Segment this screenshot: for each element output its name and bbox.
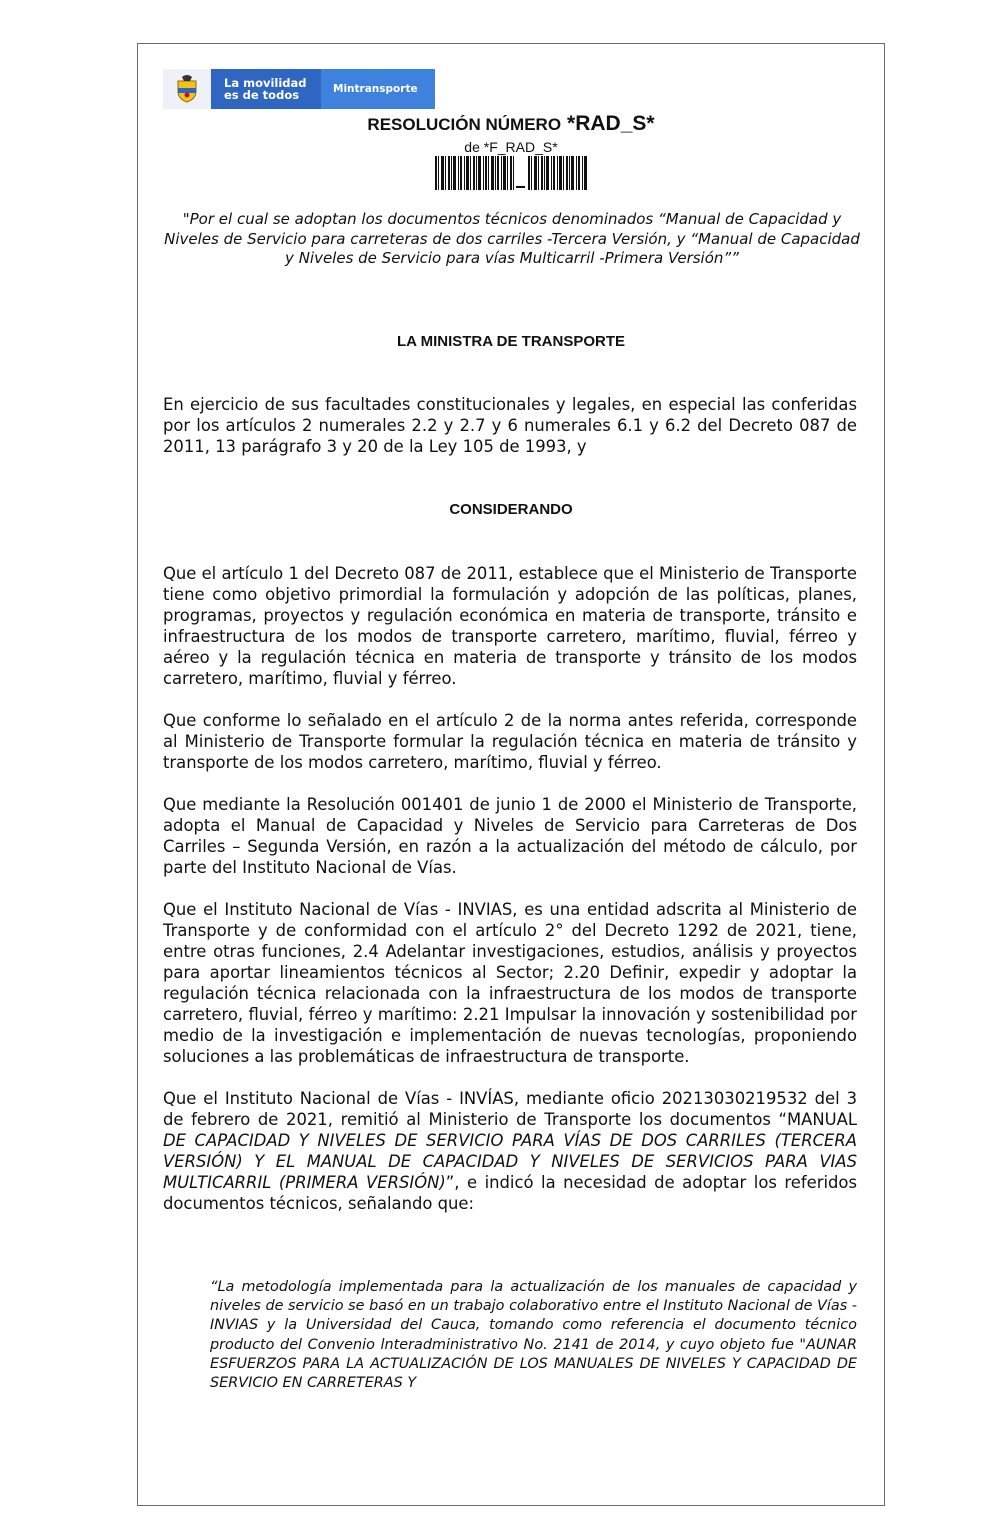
logo-brand: Mintransporte	[321, 69, 435, 109]
resolution-title-prefix: RESOLUCIÓN NÚMERO	[367, 115, 562, 134]
logo-slogan	[211, 69, 321, 109]
logo-slogan-line1: La movilidad	[224, 76, 307, 90]
resolution-title	[138, 112, 884, 136]
mintransporte-logo	[163, 69, 435, 109]
quoted-text: “La metodología implementada para la actualización de los manuales de capacidad y niveles de servicio se basó en un trabajo colaborativo entre el Instituto Nacional de Vías -INVIAS y la Universidad del Cauca, tomando como referencia el documento técnico producto del Convenio lnteradministrativo No. 2141 de 2014, y cuyo objeto fue "AUNAR ESFUERZOS PARA LA ACTUALIZACIÓN DE LOS MANUALES DE NIVELES Y CAPACIDAD DE SERVICIO EN CARRETERAS Y	[210, 1279, 857, 1392]
barcode-image	[435, 156, 589, 190]
paragraph-5-italic: DE CAPACIDAD Y NIVELES DE SERVICIO PARA VÍAS DE DOS CARRILES (TERCERA VERSIÓN) Y EL MANUAL DE CAPACIDAD Y NIVELES DE SERVICIOS PARA VIAS MULTICARRIL (PRIMERA VERSIÓN)	[163, 1131, 857, 1192]
resolution-subtitle: "Por el cual se adoptan los documentos técnicos denominados “Manual de Capacidad y Niveles de Servicio para carreteras de dos carriles -Tercera Versión, y “Manual de Capacidad y Niveles de Servicio para vías Multicarril -Primera Versión””	[164, 210, 860, 267]
preamble-paragraph: En ejercicio de sus facultades constitucionales y legales, en especial las conferidas por los artículos 2 numerales 2.2 y 2.7 y 6 numerales 6.1 y 6.2 del Decreto 087 de 2011, 13 parágrafo 3 y 20 de la Ley 105 de 1993, y	[163, 395, 857, 456]
paragraph-1: Que el artículo 1 del Decreto 087 de 2011, establece que el Ministerio de Transporte tiene como objetivo primordial la formulación y adopción de las políticas, planes, programas, proyectos y regulación económica en materia de transporte, tránsito e infraestructura de los modos de transporte carretero, marítimo, fluvial, férreo y aéreo y la regulación técnica en materia de transporte y tránsito de los modos carretero, marítimo, fluvial y férreo.	[163, 564, 857, 688]
paragraph-2: Que conforme lo señalado en el artículo 2 de la norma antes referida, corresponde al Ministerio de Transporte formular la regulación técnica en materia de tránsito y transporte de los modos carretero, marítimo, fluvial y férreo.	[163, 711, 857, 772]
paragraph-3: Que mediante la Resolución 001401 de junio 1 de 2000 el Ministerio de Transporte, adopta el Manual de Capacidad y Niveles de Servicio para Carreteras de Dos Carriles – Segunda Versión, en razón a la actualización del método de cálculo, por parte del Instituto Nacional de Vías.	[163, 795, 857, 877]
paragraph-4: Que el Instituto Nacional de Vías - INVIAS, es una entidad adscrita al Ministerio de Transporte y de conformidad con el artículo 2° del Decreto 1292 de 2021, tiene, entre otras funciones, 2.4 Adelantar investigaciones, estudios, análisis y proyectos para aportar lineamientos técnicos al Sector; 2.20 Definir, expedir y adoptar la regulación técnica relacionada con la infraestructura de los modos de transporte carretero, fluvial, férreo y marítimo: 2.21 Impulsar la innovación y sostenibilidad por medio de la investigación e implementación de nuevas tecnologías, proponiendo soluciones a las problemáticas de infraestructura de transporte.	[163, 900, 857, 1066]
preamble-text	[163, 394, 857, 478]
authority-heading: LA MINISTRA DE TRANSPORTE	[396, 333, 626, 350]
resolution-date: de *F_RAD_S*	[464, 139, 558, 155]
coat-of-arms-icon	[163, 69, 211, 109]
considerando-body	[163, 563, 857, 1235]
paragraph-5-before: Que el Instituto Nacional de Vías - INVÍAS, mediante oficio 20213030219532 del 3 de febrero de 2021, remitió al Ministerio de Transporte los documentos “MANUAL	[163, 1089, 857, 1129]
considerando-heading: CONSIDERANDO	[449, 501, 573, 518]
resolution-number: *RAD_S*	[567, 112, 655, 135]
document-page	[137, 43, 885, 1506]
paragraph-5-after: ”, e indicó la necesidad de adoptar los referidos documentos técnicos, señalando que:	[163, 1173, 857, 1213]
paragraph-5	[163, 1088, 857, 1214]
logo-slogan-line2: es de todos	[224, 88, 300, 102]
